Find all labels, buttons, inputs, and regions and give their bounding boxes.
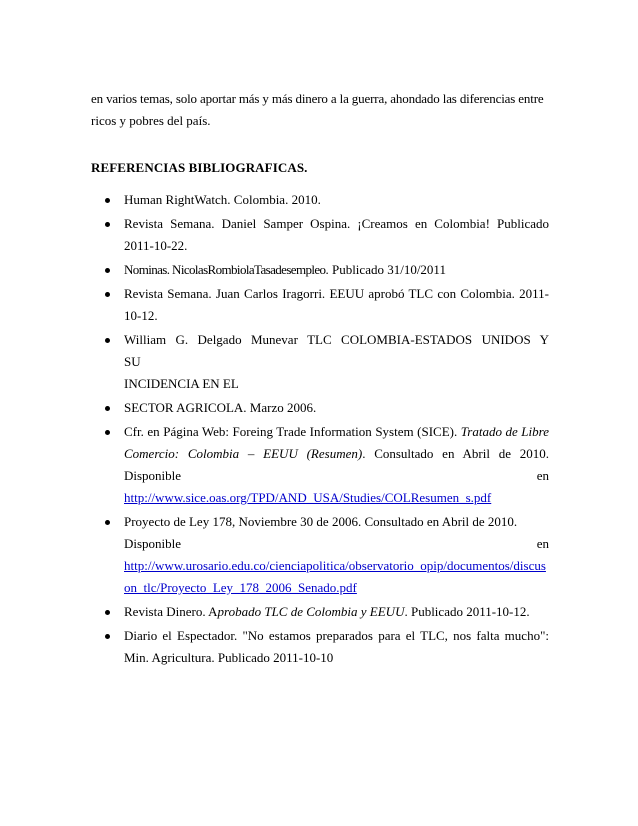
intro-paragraph [91, 88, 549, 132]
bullet-icon [105, 610, 110, 615]
bullet-icon [105, 338, 110, 343]
reference-item: SECTOR AGRICOLA. Marzo 2006. [0, 397, 638, 419]
intro-line-1: en varios temas, solo aportar más y más dinero a la guerra, ahondado las diferencias entre [91, 91, 544, 106]
reference-item: Human RightWatch. Colombia. 2010. [0, 189, 638, 211]
bullet-icon [105, 520, 110, 525]
bullet-icon [105, 222, 110, 227]
references-heading: REFERENCIAS BIBLIOGRAFICAS. [91, 160, 308, 175]
bullet-icon [105, 292, 110, 297]
reference-item: William G. Delgado Munevar TLC COLOMBIA-ESTADOS UNIDOS Y SU INCIDENCIA EN EL [0, 329, 638, 395]
reference-item: Diario el Espectador. "No estamos preparados para el TLC, nos falta mucho": Min. Agricultura. Publicado 2011-10-10 [0, 625, 638, 669]
reference-item: Proyecto de Ley 178, Noviembre 30 de 2006. Consultado en Abril de 2010. Disponible en http://www.urosario.edu.co/cienciapolitica/observatorio_opip/documentos/discuson_tlc/Proyecto_Ley_178_2006_Senado.pdf [0, 511, 638, 599]
bullet-icon [105, 430, 110, 435]
intro-line-2: ricos y pobres del país. [91, 113, 211, 128]
reference-list [0, 189, 638, 671]
reference-item: Revista Dinero. Aprobado TLC de Colombia y EEUU. Publicado 2011-10-12. [0, 601, 638, 623]
bullet-icon [105, 198, 110, 203]
reference-item: Nominas. NicolasRombiolaTasadesempleo. Publicado 31/10/2011 [0, 259, 638, 281]
bullet-icon [105, 406, 110, 411]
bullet-icon [105, 634, 110, 639]
bullet-icon [105, 268, 110, 273]
urosario-link[interactable]: http://www.urosario.edu.co/cienciapolitica/observatorio_opip/documentos/discuson_tlc/Proyecto_Ley_178_2006_Senado.pdf [124, 558, 546, 595]
reference-item: Revista Semana. Juan Carlos Iragorri. EEUU aprobó TLC con Colombia. 2011-10-12. [0, 283, 638, 327]
reference-item: Cfr. en Página Web: Foreing Trade Information System (SICE). Tratado de Libre Comercio: Colombia – EEUU (Resumen). Consultado en Abril de 2010. Disponible en http://www.sice.oas.org/TPD/AND_USA/Studies/COLResumen_s.pdf [0, 421, 638, 509]
sice-link[interactable]: http://www.sice.oas.org/TPD/AND_USA/Studies/COLResumen_s.pdf [124, 490, 492, 505]
reference-item: Revista Semana. Daniel Samper Ospina. ¡Creamos en Colombia! Publicado 2011-10-22. [0, 213, 638, 257]
